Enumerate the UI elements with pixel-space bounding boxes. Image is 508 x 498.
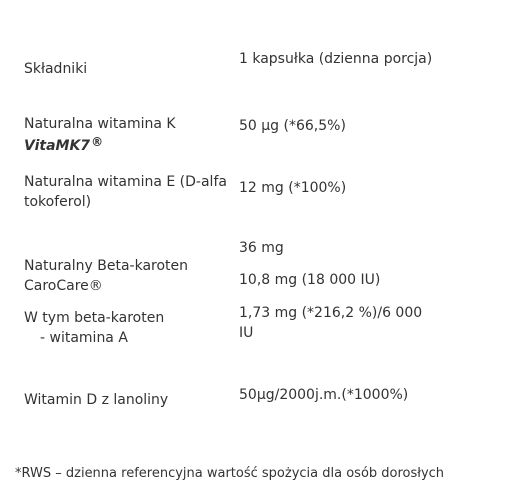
rws-footnote: *RWS – dzienna referencyjna wartość spożycia dla osób dorosłych bbox=[15, 466, 445, 481]
beta-carotene-value-1: 36 mg bbox=[239, 240, 284, 256]
ingredient-beta-carotene: Naturalny Beta-karoten CaroCare® bbox=[24, 258, 189, 294]
ingredient-name-line1: W tym beta-karoten bbox=[24, 310, 165, 326]
vitamk7-brand bbox=[24, 136, 238, 156]
ingredient-header-label: Składniki bbox=[24, 61, 88, 77]
serving-size-value: 1 kapsułka (dzienna porcja) bbox=[239, 51, 433, 67]
vitamin-d-value: 50µg/2000j.m.(*1000%) bbox=[239, 387, 409, 403]
ingredient-vitamin-a bbox=[24, 308, 238, 348]
ingredient-name: Naturalna witamina K bbox=[24, 116, 176, 132]
vitamin-e-value: 12 mg (*100%) bbox=[239, 180, 347, 196]
ingredient-vitamin-k bbox=[24, 114, 238, 156]
ingredient-vitamin-e: Naturalna witamina E (D-alfa tokoferol) bbox=[24, 174, 227, 210]
registered-mark: ® bbox=[91, 135, 104, 149]
ingredient-name-line2: - witamina A bbox=[40, 330, 128, 346]
ingredient-vitamin-d: Witamin D z lanoliny bbox=[24, 392, 169, 408]
vitamin-k-value: 50 µg (*66,5%) bbox=[239, 118, 346, 134]
vitamin-a-value: 1,73 mg (*216,2 %)/6 000 IU bbox=[239, 305, 423, 341]
beta-carotene-value-2: 10,8 mg (18 000 IU) bbox=[239, 272, 381, 288]
brand-name: VitaMK7 bbox=[24, 138, 91, 154]
